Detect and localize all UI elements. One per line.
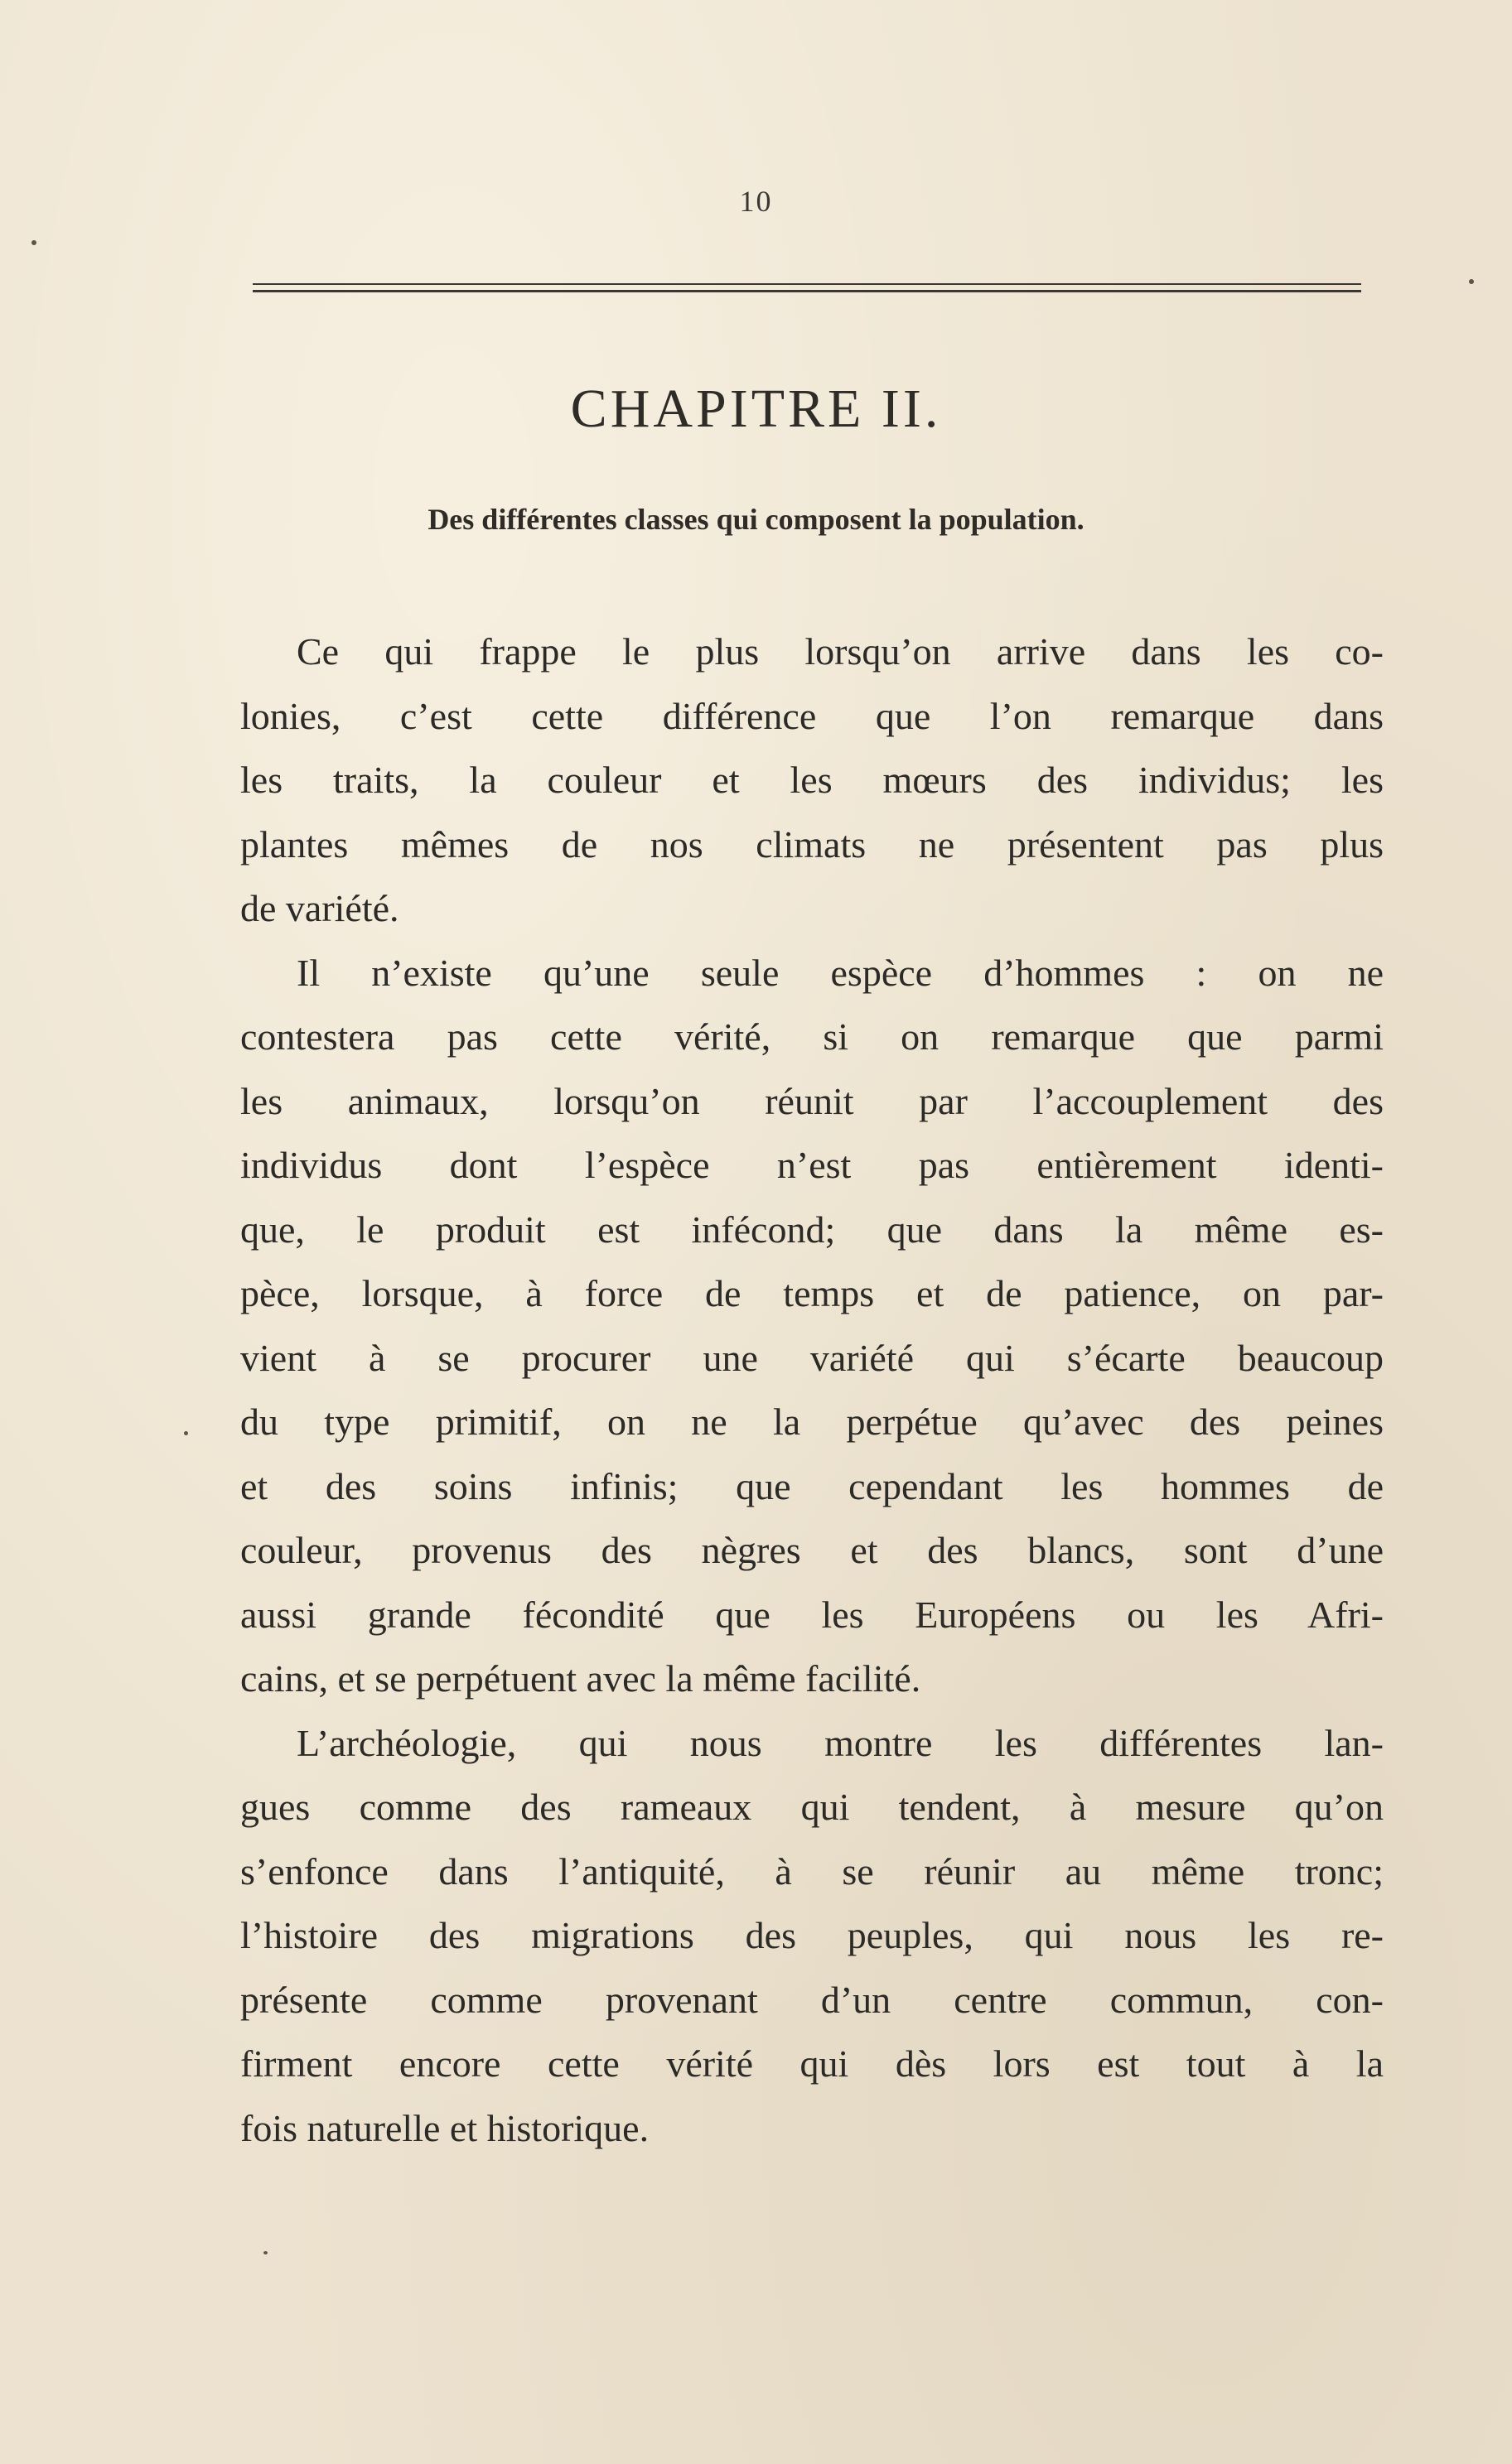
paragraph-2-line-9: et des soins infinis; que cependant les hommes de [240, 1464, 1384, 1507]
paragraph-1-line-2: lonies, c’est cette différence que l’on remarque dans [240, 694, 1384, 737]
paragraph-1-line-3: les traits, la couleur et les mœurs des individus; les [240, 759, 1384, 801]
paper-speck [1469, 279, 1474, 284]
paragraph-3-line-2: gues comme des rameaux qui tendent, à mesure qu’on [240, 1786, 1384, 1828]
chapter-title: CHAPITRE II. [570, 379, 942, 439]
paper-speck [31, 240, 36, 245]
paper-speck [263, 2251, 268, 2254]
paragraph-2-line-10: couleur, provenus des nègres et des blancs, sont d’une [240, 1529, 1384, 1571]
paragraph-3-line-6: firment encore cette vérité qui dès lors est tout à la [240, 2042, 1384, 2085]
paragraph-3-line-1: L’archéologie, qui nous montre les différentes lan- [297, 1721, 1384, 1764]
paragraph-2-line-2: contestera pas cette vérité, si on remarque que parmi [240, 1015, 1384, 1058]
paragraph-2-line-4: individus dont l’espèce n’est pas entièrement identi- [240, 1144, 1384, 1186]
header-rule-thin [253, 283, 1361, 285]
paragraph-2-line-7: vient à se procurer une variété qui s’écarte beaucoup [240, 1336, 1384, 1379]
paragraph-2-line-6: pèce, lorsque, à force de temps et de patience, on par- [240, 1272, 1384, 1314]
paper-speck [184, 1431, 188, 1435]
paragraph-3-line-5: présente comme provenant d’un centre commun, con- [240, 1978, 1384, 2021]
paragraph-2-line-1: Il n’existe qu’une seule espèce d’hommes : on ne [297, 951, 1384, 994]
paragraph-2-line-3: les animaux, lorsqu’on réunit par l’accouplement des [240, 1079, 1384, 1122]
body-text [240, 620, 1384, 2160]
paragraph-1-line-4: plantes mêmes de nos climats ne présentent pas plus [240, 822, 1384, 866]
paragraph-2-line-8: du type primitif, on ne la perpétue qu’avec des peines [240, 1401, 1384, 1443]
paragraph-2-line-11: aussi grande fécondité que les Européens ou les Afri- [240, 1593, 1384, 1636]
chapter-subtitle: Des différentes classes qui composent la population. [428, 503, 1084, 536]
paragraph-3-line-3: s’enfonce dans l’antiquité, à se réunir au même tronc; [240, 1849, 1384, 1893]
paragraph-3-line-4: l’histoire des migrations des peuples, qui nous les re- [240, 1914, 1384, 1956]
paragraph-2-line-5: que, le produit est infécond; que dans la même es- [240, 1208, 1384, 1251]
page-number: 10 [739, 185, 773, 218]
paragraph-1-line-1: Ce qui frappe le plus lorsqu’on arrive dans les co- [297, 630, 1384, 673]
paragraph-2-line-12: cains, et se perpétuent avec la même facilité. [240, 1657, 921, 1700]
paragraph-3-line-7: fois naturelle et historique. [240, 2106, 650, 2149]
header-rule-thick [253, 290, 1361, 292]
paragraph-1-line-5: de variété. [240, 887, 399, 929]
